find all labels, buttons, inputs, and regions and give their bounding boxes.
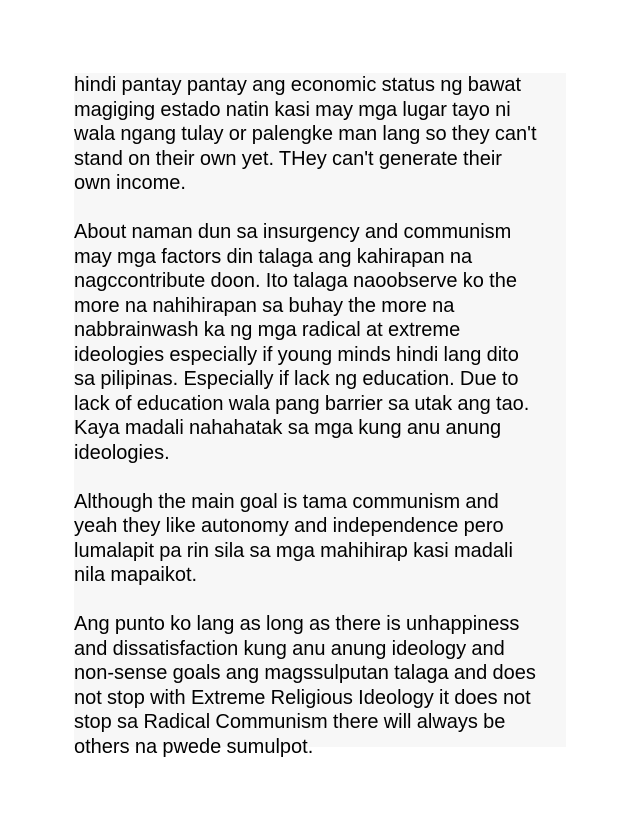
paragraph-insurgency-communism: About naman dun sa insurgency and communism may mga factors din talaga ang kahirapan na nagccontribute doon. Ito talaga naoobserve ko the more na nahihirapan sa buhay the more na nabbrainwash ka ng mga radical at extreme ideologies especially if young minds hindi lang dito sa pilipinas. Especially if lack ng education. Due to lack of education wala pang barrier sa utak ang tao. Kaya madali nahahatak sa mga kung anu anung ideologies.	[74, 221, 530, 464]
paragraph-conclusion: Ang punto ko lang as long as there is unhappiness and dissatisfaction kung anu anung ideology and non-sense goals ang magssulputan talaga and does not stop with Extreme Religious Ideology it does not stop sa Radical Communism there will always be others na pwede sumulpot.	[74, 613, 536, 758]
paragraph-main-goal: Although the main goal is tama communism and yeah they like autonomy and independence pero lumalapit pa rin sila sa mga mahihirap kasi madali nila mapaikot.	[74, 490, 513, 586]
paragraph-spacer	[74, 196, 566, 221]
paragraph-spacer	[74, 465, 566, 490]
paragraph-economic-status: hindi pantay pantay ang economic status ng bawat magiging estado natin kasi may mga lugar tayo ni wala ngang tulay or palengke man lang so they can't stand on their own yet. THey can't generate their own income.	[74, 74, 537, 194]
paragraph-spacer	[74, 588, 566, 613]
text-body	[74, 73, 566, 758]
